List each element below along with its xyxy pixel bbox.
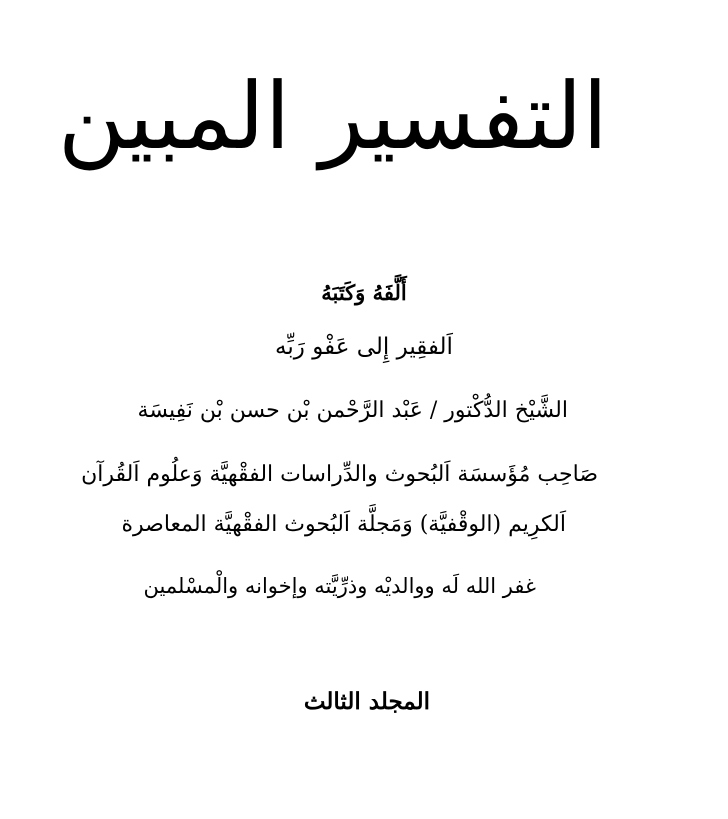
prayer-line: غفر الله لَه ووالديْه وذرِّيَّته وإخوانه والْمسْلمين xyxy=(143,574,536,598)
authored-by-label: أَلَّفَهُ وَكَتَبَهُ xyxy=(321,280,407,305)
humble-servant-label: اَلفقِير إِلى عَفْو رَبِّه xyxy=(275,334,453,360)
book-title: التفسير المبين xyxy=(57,63,608,170)
volume-label: المجلد الثالث xyxy=(303,688,430,715)
author-position-line-1: صَاحِب مُؤَسسَة اَلبُحوث والدِّراسات الفقْهيَّة وَعلُوم اَلقُرآن xyxy=(81,462,598,487)
author-name: الشَّيْخ الدُّكْتور / عَبْد الرَّحْمن بْن حسن بْن نَفِيسَة xyxy=(137,398,568,423)
author-position-line-2: اَلكرِيم (الوقْفيَّة) وَمَجلَّة اَلبُحوث الفقْهيَّة المعاصرة xyxy=(121,512,566,537)
